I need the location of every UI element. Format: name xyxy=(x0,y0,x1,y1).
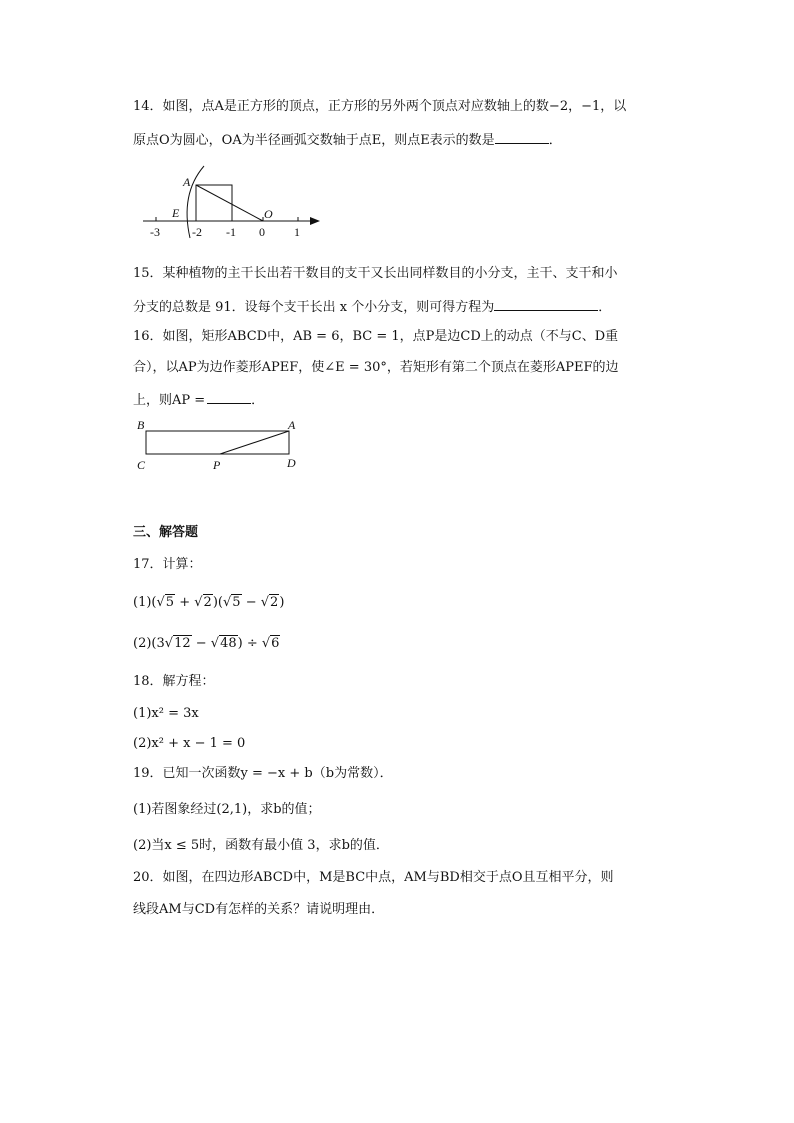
q14-line2 xyxy=(133,129,562,151)
point-d-label: D xyxy=(287,456,296,470)
tick-label: 1 xyxy=(294,225,300,239)
point-o-label: O xyxy=(264,207,273,221)
q14-line1: 14．如图，点A是正方形的顶点，正方形的另外两个顶点对应数轴上的数−2，−1，以 xyxy=(133,99,627,114)
q16-rectangle-figure xyxy=(134,416,304,476)
section-title: 三、解答题 xyxy=(133,525,199,540)
expr-text: − xyxy=(191,636,211,651)
q17-part2: (2)(3√12 − √48) ÷ √6 xyxy=(133,636,280,651)
point-a-label: A xyxy=(183,175,191,189)
q14-number-line-figure xyxy=(140,162,325,240)
radicand: 48 xyxy=(220,636,237,651)
q19-part2: (2)当x ≤ 5时，函数有最小值 3，求b的值． xyxy=(133,838,389,853)
q14-answer-blank[interactable] xyxy=(495,129,549,144)
expr-text: − xyxy=(241,595,261,610)
segment-ap xyxy=(220,431,289,454)
q19-part1: (1)若图象经过(2,1)，求b的值； xyxy=(133,802,321,817)
q16-answer-blank[interactable] xyxy=(207,389,251,404)
tick-label: 0 xyxy=(259,225,265,239)
point-e-label: E xyxy=(172,206,180,220)
radicand: 2 xyxy=(203,595,212,610)
expr-text: )( xyxy=(212,595,223,610)
tick-label: -3 xyxy=(150,225,160,239)
point-p-label: P xyxy=(213,458,221,472)
segment-oa xyxy=(196,185,263,221)
expr-text: + xyxy=(175,595,195,610)
q18-title: 18．解方程： xyxy=(133,674,215,689)
q17-part1: (1)(√5 + √2)(√5 − √2) xyxy=(133,595,285,610)
q15-line1: 15．某种植物的主干长出若干数目的支干又长出同样数目的小分支，主干、支干和小 xyxy=(133,266,618,281)
q19-title: 19．已知一次函数y = −x + b（b为常数）． xyxy=(133,766,393,781)
expr-text: (1)( xyxy=(133,595,157,610)
q15-period: ． xyxy=(598,300,612,315)
tick-label: -2 xyxy=(192,225,202,239)
q17-title: 17．计算： xyxy=(133,557,202,572)
q15-line2-text: 分支的总数是 91．设每个支干长出 x 个小分支，则可得方程为 xyxy=(133,300,495,315)
q16-line3 xyxy=(133,389,264,411)
q20-line2: 线段AM与CD有怎样的关系？请说明理由． xyxy=(133,902,385,917)
q20-line1: 20．如图，在四边形ABCD中，M是BC中点，AM与BD相交于点O且互相平分，则 xyxy=(133,870,614,885)
q14-period: ． xyxy=(548,133,562,148)
expr-text: ) xyxy=(279,595,285,610)
q14-line2-text: 原点O为圆心，OA为半径画弧交数轴于点E，则点E表示的数是 xyxy=(133,133,495,148)
radicand: 2 xyxy=(270,595,279,610)
q18-part1: (1)x² = 3x xyxy=(133,706,199,721)
q15-line2 xyxy=(133,296,611,318)
point-c-label: C xyxy=(137,458,146,472)
square xyxy=(196,185,232,221)
q16-line2: 合），以AP为边作菱形APEF，使∠E = 30°，若矩形有第二个顶点在菱形APEF的边 xyxy=(133,360,619,375)
q15-answer-blank[interactable] xyxy=(494,296,598,311)
expr-text: (2)(3 xyxy=(133,636,165,651)
rectangle-abcd xyxy=(146,431,289,454)
radicand: 5 xyxy=(232,595,241,610)
expr-text: ) ÷ xyxy=(237,636,262,651)
q16-line3-text: 上，则AP = xyxy=(133,393,206,408)
radicand: 6 xyxy=(271,636,280,651)
q18-part2: (2)x² + x − 1 = 0 xyxy=(133,736,246,751)
point-b-label: B xyxy=(137,418,145,432)
radicand: 12 xyxy=(174,636,191,651)
point-a-label: A xyxy=(288,418,296,432)
radicand: 5 xyxy=(165,595,175,610)
q16-line1: 16．如图，矩形ABCD中，AB = 6，BC = 1，点P是边CD上的动点（不与C、D重 xyxy=(133,329,619,344)
tick-label: -1 xyxy=(226,225,236,239)
q16-period: ． xyxy=(251,393,265,408)
number-line-arrow xyxy=(310,217,320,225)
